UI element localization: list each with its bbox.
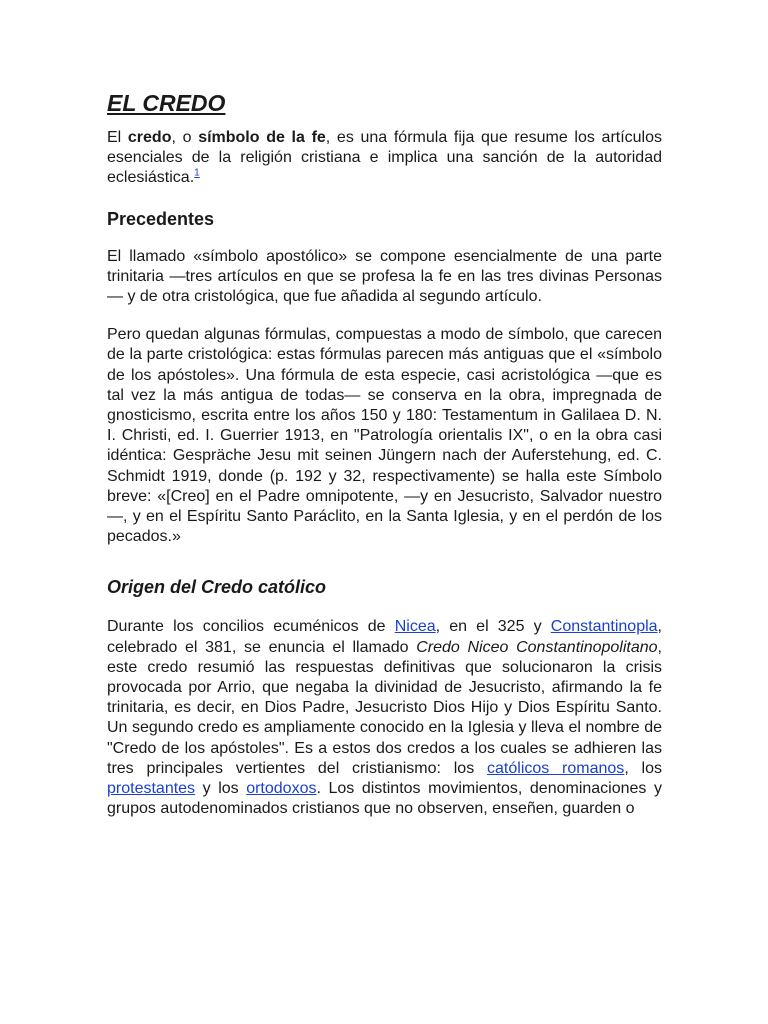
intro-text: , o [171, 129, 199, 146]
term-credo: credo [127, 129, 172, 146]
precedentes-paragraph-1: El llamado «símbolo apostólico» se compone esencialmente de una parte trinitaria —tres artículos en que se profesa la fe en las tres divinas Personas— y de otra cristológica, que fue añadida al segundo artículo. [107, 247, 662, 306]
section-heading-precedentes: Precedentes [107, 208, 215, 229]
precedentes-paragraph-2: Pero quedan algunas fórmulas, compuestas a modo de símbolo, que carecen de la parte cristológica: estas fórmulas parecen más antiguas que el «símbolo de los apóstoles». Una fórmula de esta especie, casi acristológica —que es tal vez la más antigua de todas— se conserva en la obra, impregnada de gnosticismo, escrita entre los años 150 y 180: Testamentum in Galilaea D. N. I. Christi, ed. I. Guerrier 1913, en "Patrología orientalis IX", o en la obra casi idéntica: Gespräche Jesu mit seinen Jüngern nach der Auferstehung, ed. C. Schmidt 1919, donde (p. 192 y 32, respectivamente) se halla este Símbolo breve: «[Creo] en el Padre omnipotente, —y en Jesucristo, Salvador nuestro—, y en el Espíritu Santo Paráclito, en la Santa Iglesia, y en el perdón de los pecados.» [107, 326, 662, 546]
origen-text: . Los distintos movimientos, denominaciones y grupos autodenominados cristianos que no observen, enseñen, guarden o [107, 780, 662, 818]
footnote-ref-1[interactable]: 1 [194, 168, 200, 180]
term-simbolo-de-la-fe: símbolo de la fe [198, 129, 326, 146]
link-nicea[interactable]: Nicea [394, 618, 436, 636]
origen-text: Durante los concilios ecuménicos de [107, 618, 395, 636]
link-ortodoxos[interactable]: ortodoxos [246, 780, 317, 798]
link-catolicos-romanos[interactable]: católicos romanos [487, 759, 625, 777]
origen-text: , en el 325 y [435, 618, 551, 636]
credo-niceo-title: Credo Niceo Constantinopolitano [416, 638, 658, 656]
link-constantinopla[interactable]: Constantinopla [550, 618, 658, 636]
origen-paragraph [107, 617, 662, 819]
document-page [107, 88, 662, 819]
section-heading-origen: Origen del Credo católico [107, 577, 327, 598]
page-title: EL CREDO [107, 90, 226, 116]
intro-text: , es una fórmula fija que resume los artículos esenciales de la religión cristiana e implica una sanción de la autoridad eclesiástica. [107, 129, 663, 187]
origen-text: , este credo resumió las respuestas definitivas que solucionaron la crisis provocada por Arrio, que negaba la divinidad de Jesucristo, afirmando la fe trinitaria, es decir, en Dios Padre, Jesucristo Dios Hijo y Dios Espíritu Santo. Un segundo credo es ampliamente conocido en la Iglesia y lleva el nombre de "Credo de los apóstoles". Es a estos dos credos a los cuales se adhieren las tres principales vertientes del cristianismo: los [107, 638, 662, 777]
origen-text: , los [624, 759, 663, 777]
origen-text: , celebrado el 381, se enuncia el llamado [107, 618, 662, 656]
origen-text: y los [195, 780, 247, 798]
intro-text: El [107, 129, 128, 146]
link-protestantes[interactable]: protestantes [107, 780, 196, 798]
intro-paragraph [107, 128, 662, 189]
